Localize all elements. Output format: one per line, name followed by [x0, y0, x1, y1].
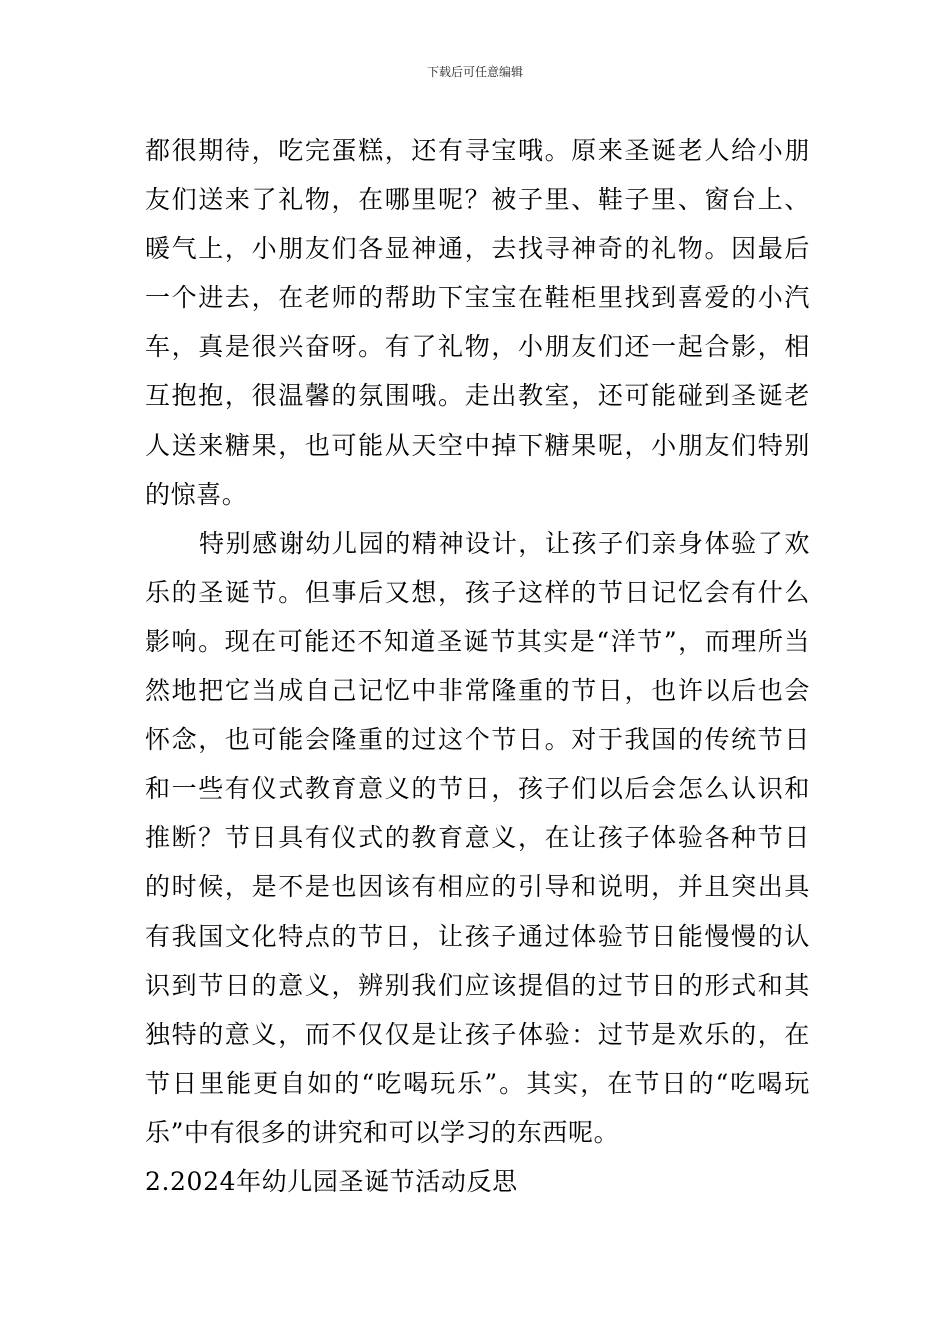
header-note: 下载后可任意编辑 [426, 65, 523, 79]
paragraph-continued: 都很期待，吃完蛋糕，还有寻宝哦。原来圣诞老人给小朋友们送来了礼物，在哪里呢？被子里、鞋子里、窗台上、暖气上，小朋友们各显神通，去找寻神奇的礼物。因最后一个进去，在老师的帮助下宝宝在鞋柜里找到喜爱的小汽车，真是很兴奋呀。有了礼物，小朋友们还一起合影，相互抱抱，很温馨的氛围哦。走出教室，还可能碰到圣诞老人送来糖果，也可能从天空中掉下糖果呢，小朋友们特别的惊喜。 [145, 136, 810, 509]
section-heading: 2.2024年幼儿园圣诞节活动反思 [145, 1166, 518, 1196]
paragraph-reflection: 特别感谢幼儿园的精神设计，让孩子们亲身体验了欢乐的圣诞节。但事后又想，孩子这样的节日记忆会有什么影响。现在可能还不知道圣诞节其实是“洋节”，而理所当然地把它当成自己记忆中非常隆重的节日，也许以后也会怀念，也可能会隆重的过这个节日。对于我国的传统节日和一些有仪式教育意义的节日，孩子们以后会怎么认识和推断？节日具有仪式的教育意义，在让孩子体验各种节日的时候，是不是也因该有相应的引导和说明，并且突出具有我国文化特点的节日，让孩子通过体验节日能慢慢的认识到节日的意义，辨别我们应该提倡的过节日的形式和其独特的意义，而不仅仅是让孩子体验：过节是欢乐的，在节日里能更自如的“吃喝玩乐”。其实，在节日的“吃喝玩乐”中有很多的讲究和可以学习的东西呢。 [145, 528, 810, 1147]
document-body [145, 126, 810, 1206]
